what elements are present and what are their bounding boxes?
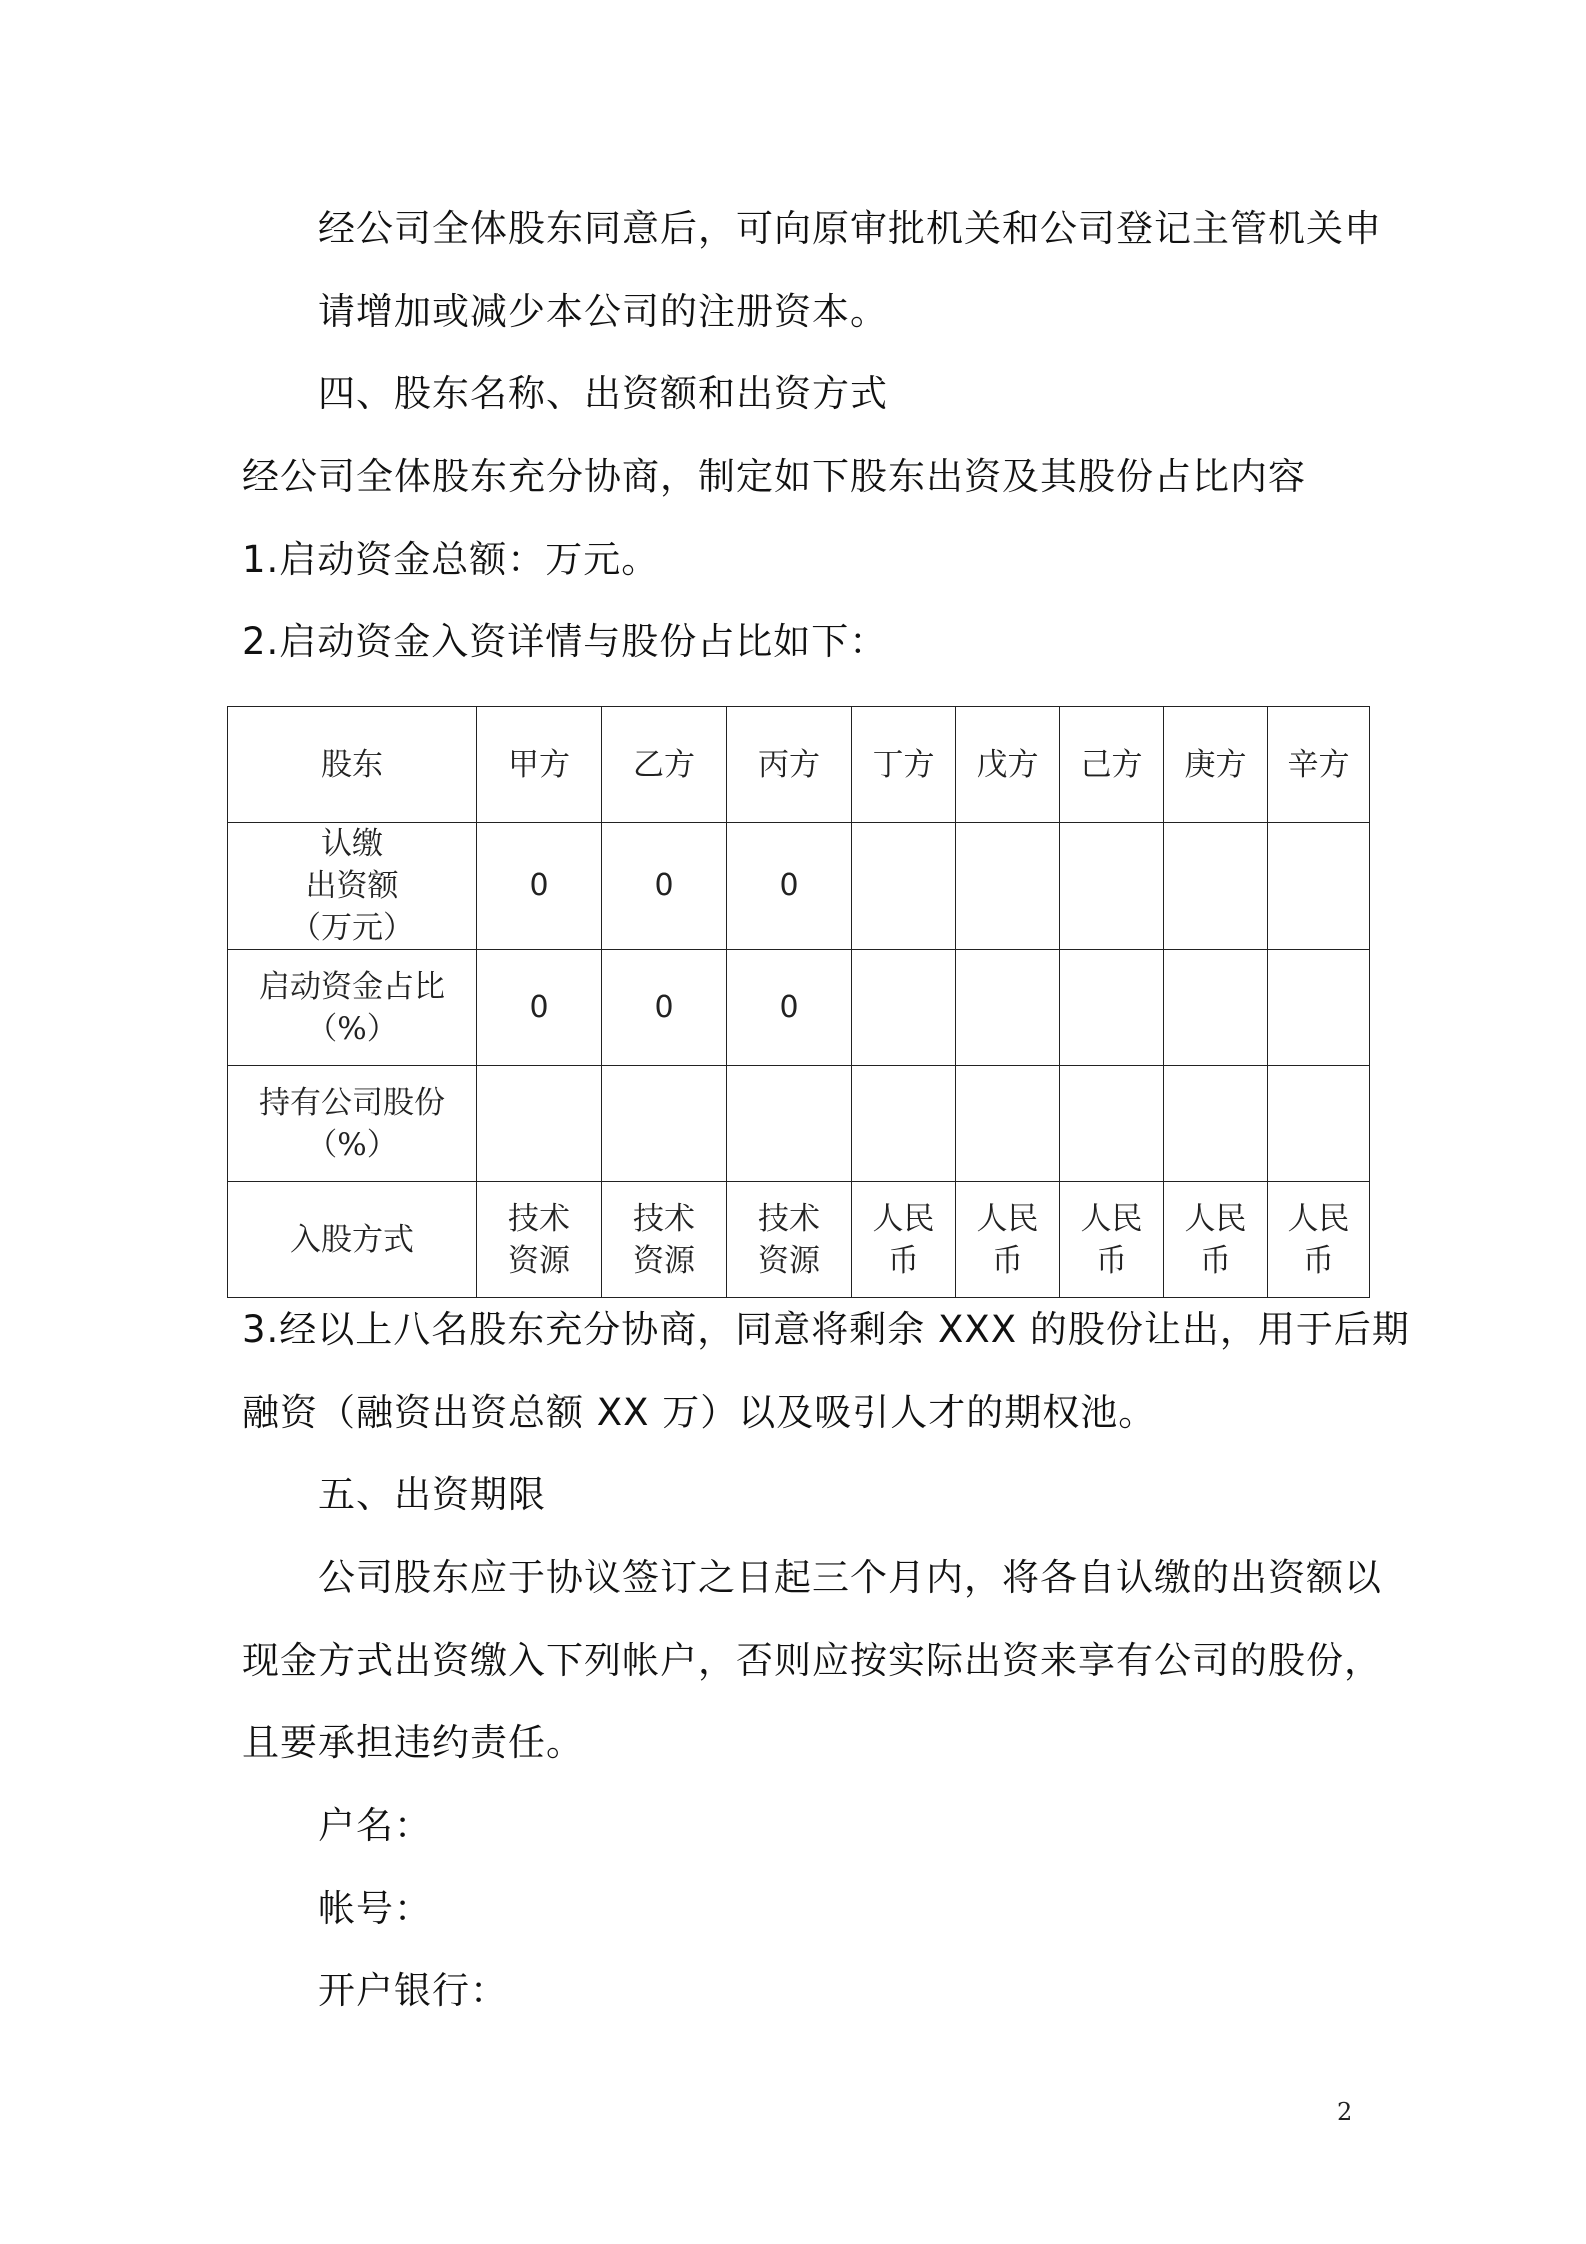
table-cell bbox=[1060, 1182, 1164, 1298]
table-cell: 0 bbox=[602, 950, 727, 1066]
table-cell bbox=[1060, 823, 1164, 950]
cell-text-line: 人民 bbox=[1287, 1200, 1350, 1237]
table-row-subscribed-capital bbox=[228, 823, 1370, 950]
cell-text-line: 资源 bbox=[758, 1242, 820, 1279]
cell-text-line: 币 bbox=[1200, 1242, 1231, 1279]
paragraph-capital-change-line2: 请增加或减少本公司的注册资本。 bbox=[318, 290, 888, 333]
cell-text-line: 币 bbox=[992, 1242, 1023, 1279]
table-cell bbox=[1268, 1066, 1370, 1182]
cell-text-line: 资源 bbox=[508, 1242, 570, 1279]
table-cell: 0 bbox=[727, 950, 852, 1066]
table-cell bbox=[1164, 1066, 1268, 1182]
table-cell bbox=[1268, 823, 1370, 950]
cell-text-line: 技术 bbox=[758, 1200, 820, 1237]
cell-text-line: 资源 bbox=[633, 1242, 695, 1279]
cell-text-line: 人民 bbox=[976, 1200, 1039, 1237]
cell-text-line: 人民 bbox=[872, 1200, 935, 1237]
table-cell bbox=[956, 1066, 1060, 1182]
paragraph-capital-change-line1: 经公司全体股东同意后，可向原审批机关和公司登记主管机关申 bbox=[318, 207, 1382, 250]
account-name-label: 户名： bbox=[318, 1804, 432, 1847]
table-cell bbox=[956, 823, 1060, 950]
table-cell bbox=[852, 1182, 956, 1298]
row-label-line: （%） bbox=[306, 1010, 398, 1047]
header-cell-shareholder-2: 乙方 bbox=[602, 707, 727, 823]
table-cell bbox=[1060, 950, 1164, 1066]
row-label-startup-funds-ratio bbox=[228, 950, 477, 1066]
table-cell bbox=[727, 1182, 852, 1298]
account-bank-label: 开户银行： bbox=[318, 1969, 508, 2012]
header-cell-shareholder-6: 己方 bbox=[1060, 707, 1164, 823]
section5-heading: 五、出资期限 bbox=[318, 1473, 546, 1516]
header-cell-shareholder: 股东 bbox=[228, 707, 477, 823]
paragraph-deadline-line3: 且要承担违约责任。 bbox=[242, 1721, 584, 1764]
table-cell bbox=[1164, 1182, 1268, 1298]
item-funds-details: 2.启动资金入资详情与股份占比如下： bbox=[242, 620, 888, 663]
table-cell bbox=[956, 1182, 1060, 1298]
table-cell bbox=[477, 1066, 602, 1182]
header-cell-shareholder-5: 戊方 bbox=[956, 707, 1060, 823]
row-label-line: 认缴 bbox=[321, 826, 383, 862]
row-label-line: 持有公司股份 bbox=[259, 1084, 445, 1121]
header-cell-shareholder-8: 辛方 bbox=[1268, 707, 1370, 823]
cell-text-line: 币 bbox=[1096, 1242, 1127, 1279]
row-label-line: （万元） bbox=[290, 910, 414, 946]
table-cell bbox=[602, 1182, 727, 1298]
table-cell bbox=[852, 1066, 956, 1182]
account-number-label: 帐号： bbox=[318, 1887, 432, 1930]
paragraph-deadline-line1: 公司股东应于协议签订之日起三个月内，将各自认缴的出资额以 bbox=[318, 1556, 1382, 1599]
table-cell: 0 bbox=[477, 823, 602, 950]
cell-text-line: 技术 bbox=[633, 1200, 695, 1237]
table-cell bbox=[1164, 950, 1268, 1066]
table-row-company-shares bbox=[228, 1066, 1370, 1182]
item-total-funds: 1.启动资金总额：万元。 bbox=[242, 538, 660, 581]
row-label-line: 出资额 bbox=[305, 868, 399, 904]
item-remaining-shares-line2: 融资（融资出资总额 XX 万）以及吸引人才的期权池。 bbox=[242, 1391, 1157, 1434]
table-cell: 0 bbox=[727, 823, 852, 950]
header-cell-shareholder-3: 丙方 bbox=[727, 707, 852, 823]
header-cell-shareholder-4: 丁方 bbox=[852, 707, 956, 823]
page-number: 2 bbox=[1337, 2098, 1353, 2126]
table-cell bbox=[477, 1182, 602, 1298]
row-label-line: 启动资金占比 bbox=[259, 968, 445, 1005]
item-remaining-shares-line1: 3.经以上八名股东充分协商，同意将剩余 XXX 的股份让出，用于后期 bbox=[242, 1308, 1410, 1351]
row-label-subscribed-capital bbox=[228, 823, 477, 950]
table-cell: 0 bbox=[602, 823, 727, 950]
row-label-line: （%） bbox=[306, 1126, 398, 1163]
table-cell bbox=[852, 823, 956, 950]
header-cell-shareholder-7: 庚方 bbox=[1164, 707, 1268, 823]
table-cell bbox=[1060, 1066, 1164, 1182]
row-label-company-shares bbox=[228, 1066, 477, 1182]
row-label-line: 入股方式 bbox=[290, 1221, 414, 1258]
header-cell-shareholder-1: 甲方 bbox=[477, 707, 602, 823]
cell-text-line: 币 bbox=[888, 1242, 919, 1279]
table-cell bbox=[852, 950, 956, 1066]
cell-text-line: 人民 bbox=[1080, 1200, 1143, 1237]
table-cell bbox=[1164, 823, 1268, 950]
table-cell: 0 bbox=[477, 950, 602, 1066]
table-row-startup-funds-ratio bbox=[228, 950, 1370, 1066]
shareholder-table bbox=[227, 706, 1370, 1298]
table-header-row bbox=[228, 707, 1370, 823]
cell-text-line: 币 bbox=[1303, 1242, 1334, 1279]
table-cell bbox=[1268, 1182, 1370, 1298]
table-cell bbox=[956, 950, 1060, 1066]
row-label-investment-method bbox=[228, 1182, 477, 1298]
table-row-investment-method bbox=[228, 1182, 1370, 1298]
table-cell bbox=[1268, 950, 1370, 1066]
paragraph-negotiation: 经公司全体股东充分协商，制定如下股东出资及其股份占比内容 bbox=[242, 455, 1306, 498]
table-cell bbox=[602, 1066, 727, 1182]
section4-heading: 四、股东名称、出资额和出资方式 bbox=[318, 372, 888, 415]
cell-text-line: 人民 bbox=[1184, 1200, 1247, 1237]
table-cell bbox=[727, 1066, 852, 1182]
cell-text-line: 技术 bbox=[508, 1200, 570, 1237]
paragraph-deadline-line2: 现金方式出资缴入下列帐户，否则应按实际出资来享有公司的股份， bbox=[242, 1639, 1382, 1682]
